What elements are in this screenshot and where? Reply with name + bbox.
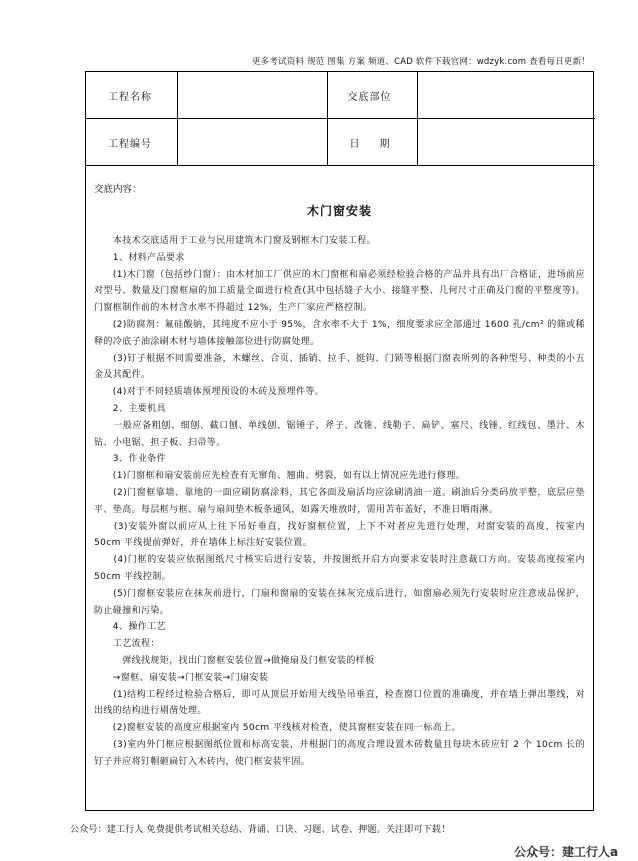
project-no-value bbox=[177, 119, 327, 166]
bottom-note: 公众号：建工行人 免费提供考试相关总结、背诵、口诀、习题、试卷、押题。关注即可下载！ bbox=[70, 825, 451, 835]
content-paragraph: 一般应备粗刨、细刨、截口刨、单线刨、锯锤子、斧子、改锥、线勒子、扁铲、塞尺、线锤、红线包、墨汁、木钻、小电锯、担子板、扫帚等。 bbox=[94, 420, 585, 448]
content-paragraph: 2、主要机具 bbox=[94, 403, 166, 414]
header-row-2 bbox=[86, 119, 595, 166]
content-paragraph: (3)钉子根据不同需要准备，木螺丝、合页、插销、拉手、挺钩、门锁等根据门窗表所列的各种型号、种类的小五金及其配件。 bbox=[94, 353, 585, 381]
content-intro-label: 交底内容： bbox=[94, 184, 142, 195]
content-paragraph: (2)窗框安装的高度应根据室内 50cm 平线核对检查，使其窗框安装在同一标高上。 bbox=[94, 723, 461, 734]
content-paragraph: 工艺流程： bbox=[94, 639, 160, 650]
content-paragraph: 1、材料产品要求 bbox=[94, 252, 185, 263]
date-value bbox=[417, 119, 595, 166]
date-label: 日 期 bbox=[327, 119, 417, 166]
content-paragraph: (3)室内外门框应根据图纸位置和标高安装，并根据门的高度合理设置木砖数量且每块木砖应钉 2 个 10cm 长的钉子并应将钉帽砸扁钉入木砖内，使门框安装牢固。 bbox=[94, 739, 585, 767]
content-paragraph: (2)防腐剂：氟硅酸钠，其纯度不应小于 95%，含水率不大于 1%，细度要求应全部通过 1600 孔/cm² 的筛或稀释的冷底子油涂刷木材与墙体接触部位进行防腐处理。 bbox=[94, 319, 585, 347]
content-paragraph: (2)门窗框靠墙、靠地的一面应刷防腐涂料，其它各面及扇活均应涂刷清油一道。刷油后分类码放平整，底层应垫平、垫高。每层框与框、扇与扇间垫木板条通风，如露天堆放时，需用苫布盖好，不准日晒雨淋。 bbox=[94, 487, 585, 515]
content-paragraph: (5)门窗框安装应在抹灰前进行，门扇和窗扇的安装在抹灰完成后进行，如窗扇必须先行安装时应注意成品保护，防止碰撞和污染。 bbox=[94, 588, 585, 616]
content-paragraph: →窗框、扇安装→门框安装→门扇安装 bbox=[94, 672, 269, 683]
header-table bbox=[86, 72, 595, 166]
header-row-1 bbox=[86, 72, 595, 119]
content-paragraph: (1)门窗框和扇安装前应先检查有无窜角、翘曲、劈裂，如有以上情况应先进行修理。 bbox=[94, 471, 466, 482]
content-paragraph: 本技术交底适用于工业与民用建筑木门窗及钢框木门安装工程。 bbox=[94, 236, 377, 246]
handover-sheet bbox=[85, 71, 594, 811]
project-no-label: 工程编号 bbox=[86, 119, 177, 166]
document-title: 木门窗安装 bbox=[306, 204, 372, 218]
content-paragraph: (3)安装外窗以前应从上往下吊好垂直，找好窗框位置，上下不对者应先进行处理，对窗安装的高度，按室内 50cm 平线提前弹好，并在墙体上标注好安装位置。 bbox=[94, 521, 585, 549]
content-paragraph: 弹线找规矩，找出门窗框安装位置→做掩扇及门框安装的样板 bbox=[94, 655, 375, 666]
watermark: 公众号：建工行人a bbox=[514, 845, 619, 859]
content-area bbox=[86, 181, 593, 771]
handover-dept-label: 交底部位 bbox=[327, 72, 417, 119]
content-paragraph: (1)结构工程经过检验合格后，即可从顶层开始用大线坠吊垂直，检查窗口位置的准确度，并在墙上弹出墨线，对出线的结构进行剔凿处理。 bbox=[94, 689, 585, 717]
content-paragraph: (4)门框的安装应依据图纸尺寸核实后进行安装，并按图纸开启方向要求安装时注意裁口方向。安装高度按室内 50cm 平线控制。 bbox=[94, 555, 585, 582]
content-paragraphs bbox=[94, 233, 585, 771]
project-name-label: 工程名称 bbox=[86, 72, 177, 119]
top-note: 更多考试资料 规范 图集 方案 频道、CAD 软件下载官网：wdzyk.com 查看每日更新！ bbox=[251, 57, 590, 67]
handover-dept-value bbox=[417, 72, 595, 119]
content-paragraph: 4、操作工艺 bbox=[94, 622, 166, 633]
content-paragraph: (1)木门窗（包括纱门窗）：由木材加工厂供应的木门窗框和扇必须经检验合格的产品并具有出厂合格证，进场前应对型号、数量及门窗框扇的加工质量全面进行检查(其中包括缝子大小、接缝平整、几何尺寸正确及门窗的平整度等)。门窗框制作前的木材含水率不得超过 12%，生产厂家应严格控制。 bbox=[94, 269, 585, 314]
content-paragraph: 3、作业条件 bbox=[94, 454, 166, 465]
project-name-value bbox=[177, 72, 327, 119]
content-paragraph: (4)对于不同轻质墙体预埋预设的木砖及预埋件等。 bbox=[94, 387, 325, 398]
